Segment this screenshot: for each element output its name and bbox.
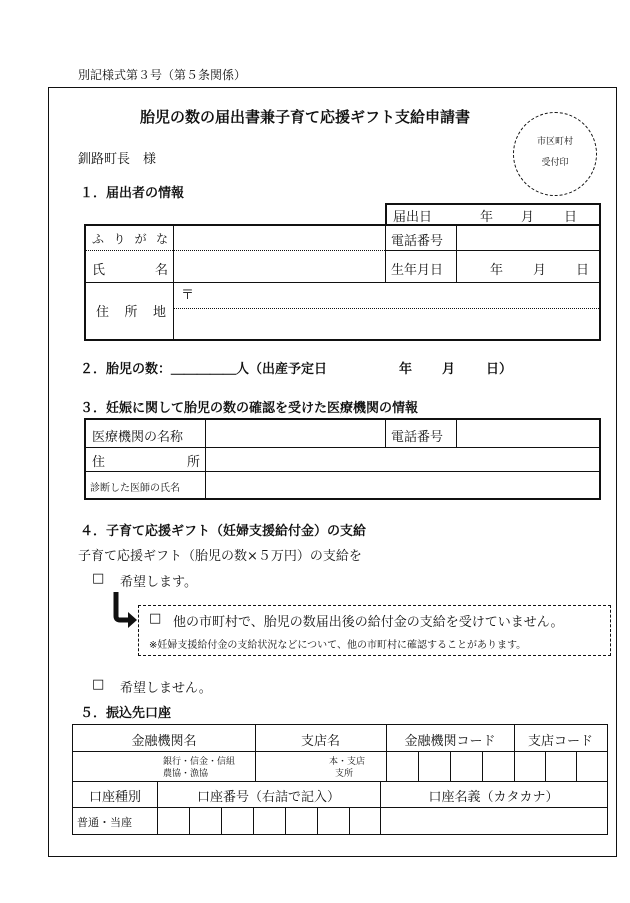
address-field[interactable] <box>175 284 598 338</box>
date-month-unit: 月 <box>521 210 535 225</box>
bank-code-field[interactable] <box>387 752 513 780</box>
bank-account-table <box>72 724 608 835</box>
phone-field[interactable] <box>458 226 598 249</box>
branch-type-options-2: 支所 <box>335 769 354 779</box>
postal-mark: 〒 <box>181 288 195 303</box>
branch-code-header: 支店コード <box>527 734 593 749</box>
date-day-unit: 日 <box>564 210 578 225</box>
doctor-name-label: 診断した医師の氏名 <box>90 483 180 494</box>
submission-date-label: 届出日 <box>393 210 433 225</box>
account-type-options: 普通・当座 <box>77 816 132 829</box>
due-day-unit: 日） <box>486 362 513 377</box>
furigana-label: ふ り が な <box>92 232 168 246</box>
no-other-benefit-checkbox[interactable]: □ <box>149 611 162 626</box>
option-no-checkbox[interactable]: □ <box>92 677 105 692</box>
phone-label: 電話番号 <box>391 234 444 249</box>
confirmation-note-box <box>138 605 611 656</box>
due-month-unit: 月 <box>442 362 456 377</box>
section4-subtitle: 子育て応援ギフト（胎児の数×５万円）の支給を <box>78 549 362 564</box>
branch-name-field[interactable] <box>257 752 327 780</box>
form-title: 胎児の数の届出書兼子育て応援ギフト支給申請書 <box>140 108 471 126</box>
stamp-label-reception: 受付印 <box>541 158 569 168</box>
account-type-header: 口座種別 <box>88 790 141 805</box>
applicant-table <box>84 224 601 341</box>
date-year-unit: 年 <box>480 210 494 225</box>
arrow-down-right-icon <box>108 592 138 630</box>
furigana-field[interactable] <box>175 226 384 249</box>
account-number-field[interactable] <box>158 808 379 833</box>
name-label: 氏 名 <box>92 263 168 278</box>
branch-type-options-1: 本・支店 <box>329 757 366 767</box>
due-year-unit: 年 <box>399 362 413 377</box>
bank-name-header: 金融機関名 <box>131 734 197 749</box>
facility-address-label: 住 所 <box>92 455 200 470</box>
facility-phone-field[interactable] <box>458 420 598 446</box>
facility-name-label: 医療機関の名称 <box>92 430 184 445</box>
medical-facility-table <box>84 418 601 500</box>
bank-type-options-1: 銀行・信金・信組 <box>163 757 236 767</box>
reception-stamp-area <box>513 112 597 196</box>
submission-date-box <box>385 203 601 226</box>
section3-heading: ３．妊娠に関して胎児の数の確認を受けた医療機関の情報 <box>80 401 419 416</box>
addressee: 釧路町長 様 <box>78 152 157 167</box>
no-other-benefit-label: 他の市町村で、胎児の数届出後の給付金の支給を受けていません。 <box>173 615 564 630</box>
facility-phone-label: 電話番号 <box>391 430 444 445</box>
birthdate-label: 生年月日 <box>391 263 444 278</box>
account-holder-field[interactable] <box>381 808 606 833</box>
facility-address-field[interactable] <box>207 448 598 470</box>
confirmation-note: ※妊婦支援給付金の支給状況などについて、他の市町村に確認することがあります。 <box>149 640 527 651</box>
bank-code-header: 金融機関コード <box>404 734 496 749</box>
branch-code-field[interactable] <box>515 752 606 780</box>
option-yes-label: 希望します。 <box>120 575 197 590</box>
account-holder-header: 口座名義（カタカナ） <box>428 790 559 805</box>
bank-type-options-2: 農協・漁協 <box>163 769 209 779</box>
name-field[interactable] <box>175 252 384 281</box>
doctor-name-field[interactable] <box>207 472 598 497</box>
account-number-header: 口座番号（右詰で記入） <box>196 790 340 805</box>
section1-heading: １．届出者の情報 <box>80 186 185 201</box>
form-number: 別記様式第３号（第５条関係） <box>78 68 247 82</box>
facility-name-field[interactable] <box>207 420 384 446</box>
birth-day-unit: 日 <box>576 263 590 278</box>
section5-heading: ５．振込先口座 <box>80 706 172 721</box>
section2-heading: ２．胎児の数：＿＿＿＿＿人（出産予定日 <box>80 362 328 377</box>
birth-year-unit: 年 <box>490 263 504 278</box>
branch-name-header: 支店名 <box>300 734 340 749</box>
option-yes-checkbox[interactable]: □ <box>92 571 105 586</box>
address-label: 住 所 地 <box>96 305 166 320</box>
birth-month-unit: 月 <box>533 263 547 278</box>
bank-name-field[interactable] <box>74 752 162 780</box>
section4-heading: ４．子育て応援ギフト（妊婦支援給付金）の支給 <box>80 524 367 539</box>
option-no-label: 希望しません。 <box>120 681 212 696</box>
stamp-label-municipality: 市区町村 <box>536 137 573 147</box>
